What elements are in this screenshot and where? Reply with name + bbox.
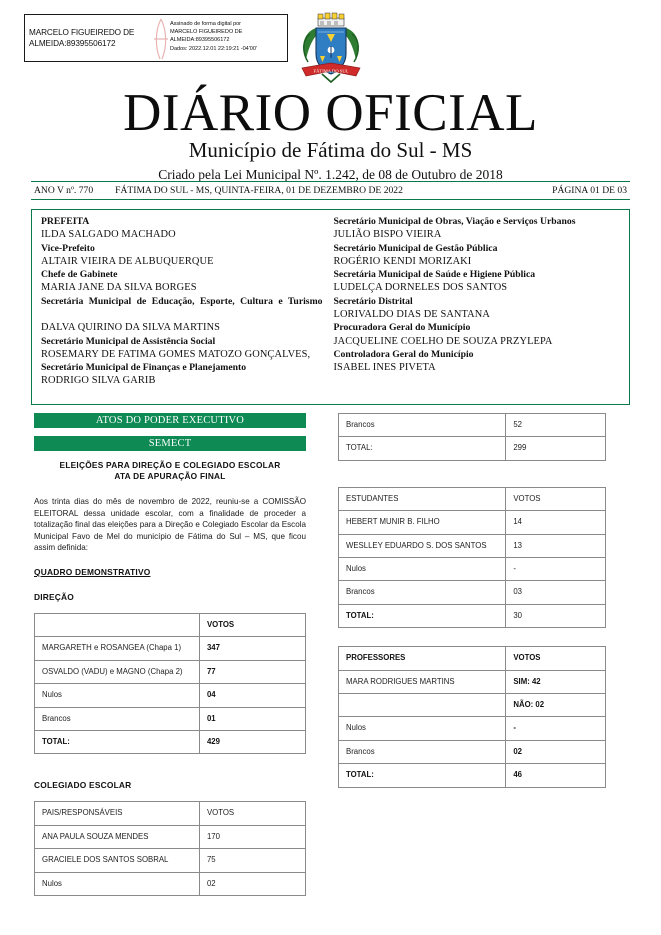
officials-column-right: [331, 215, 630, 404]
table-row: [35, 731, 306, 754]
official-name: LORIVALDO DIAS DE SANTANA: [333, 309, 490, 321]
row-value: 01: [199, 707, 305, 730]
issue-info-bar: [31, 181, 630, 200]
officials-column-left: [32, 215, 331, 404]
content-column-right: [338, 413, 606, 788]
signature-meta-line3: ALMEIDA:89395506172: [170, 37, 230, 44]
table-estudantes: [338, 487, 606, 628]
official-role: Secretária Municipal de Educação, Esporte, Cultura e Turismo: [41, 295, 323, 307]
table-row: [35, 684, 306, 707]
official-name: RODRIGO SILVA GARIB: [41, 375, 156, 387]
signature-meta-line2: MARCELO FIGUEIREDO DE: [170, 29, 243, 36]
row-value: -: [506, 558, 606, 581]
table-row: [35, 660, 306, 683]
official-role: Secretário Municipal de Finanças e Planejamento: [41, 362, 247, 374]
row-label: WESLLEY EDUARDO S. DOS SANTOS: [339, 534, 506, 557]
table-row: [339, 764, 606, 787]
signature-name-line1: MARCELO FIGUEIREDO DE: [29, 28, 135, 37]
row-value: SIM: 42: [506, 670, 606, 693]
row-value: 02: [506, 740, 606, 763]
row-value: 46: [506, 764, 606, 787]
row-label: TOTAL:: [339, 764, 506, 787]
content-column-left: [34, 413, 306, 896]
table-row: [339, 511, 606, 534]
header-cell-votos: VOTOS: [199, 613, 305, 636]
table-row: [339, 604, 606, 627]
official-role: Vice-Prefeito: [41, 242, 95, 254]
header-cell-votos: VOTOS: [199, 802, 305, 825]
row-label: ANA PAULA SOUZA MENDES: [35, 825, 200, 848]
row-value: 170: [199, 825, 305, 848]
table-row: [339, 717, 606, 740]
table-header-row: [35, 613, 306, 636]
issue-year-number: ANO V nº. 770: [34, 185, 94, 196]
quadro-demonstrativo-heading: QUADRO DEMONSTRATIVO: [34, 566, 151, 577]
official-name: JULIÃO BISPO VIEIRA: [333, 229, 442, 241]
table-row: [35, 707, 306, 730]
act-title: [34, 460, 306, 482]
direcao-heading: DIREÇÃO: [34, 591, 75, 602]
row-value: -: [506, 717, 606, 740]
row-value: 347: [199, 637, 305, 660]
row-label: Nulos: [35, 684, 200, 707]
act-title-line1: ELEIÇÕES PARA DIREÇÃO E COLEGIADO ESCOLAR: [59, 460, 281, 470]
table-row: [339, 414, 606, 437]
issue-place-date: FÁTIMA DO SUL - MS, QUINTA-FEIRA, 01 DE DEZEMBRO DE 2022: [115, 185, 403, 196]
signature-name: [25, 15, 153, 61]
row-value: 52: [506, 414, 606, 437]
row-label: Brancos: [339, 414, 506, 437]
official-name: ILDA SALGADO MACHADO: [41, 229, 176, 241]
table-row: [35, 637, 306, 660]
signature-mark-icon: [153, 15, 169, 61]
table-row: [339, 670, 606, 693]
row-value: 75: [199, 849, 305, 872]
row-label: MARGARETH e ROSANGEA (Chapa 1): [35, 637, 200, 660]
masthead-law-reference: Criado pela Lei Municipal Nº. 1.242, de 08 de Outubro de 2018: [158, 167, 503, 182]
row-value: 03: [506, 581, 606, 604]
official-name: JACQUELINE COELHO DE SOUZA PRZYLEPA: [333, 335, 553, 347]
page-title: DIÁRIO OFICIAL: [123, 84, 538, 142]
table-header-row: [35, 802, 306, 825]
table-row: [339, 534, 606, 557]
banner-atos-poder-executivo: ATOS DO PODER EXECUTIVO: [34, 413, 306, 428]
table-row: [339, 437, 606, 460]
official-role: Secretário Municipal de Assistência Social: [41, 335, 216, 347]
official-role: Secretária Municipal de Saúde e Higiene Pública: [333, 269, 536, 281]
table-direcao: [34, 613, 306, 754]
row-value: 02: [199, 872, 305, 895]
table-professores: [338, 646, 606, 787]
header-cell-votos: VOTOS: [506, 647, 606, 670]
row-value: NÃO: 02: [506, 694, 606, 717]
officials-box: [31, 209, 630, 405]
official-role: Secretário Municipal de Gestão Pública: [333, 242, 498, 254]
table-row: [339, 694, 606, 717]
table-row: [339, 740, 606, 763]
official-role: Secretário Municipal de Obras, Viação e Serviços Urbanos: [333, 216, 576, 227]
header-cell-votos: VOTOS: [506, 487, 606, 510]
table-header-row: [339, 487, 606, 510]
official-name: ROGÉRIO KENDI MORIZAKI: [333, 255, 472, 267]
official-name: DALVA QUIRINO DA SILVA MARTINS: [41, 322, 221, 334]
row-value: 429: [199, 731, 305, 754]
official-name: MARIA JANE DA SILVA BORGES: [41, 282, 197, 294]
header-cell-professores: PROFESSORES: [339, 647, 506, 670]
row-label: Brancos: [35, 707, 200, 730]
table-row: [35, 849, 306, 872]
header-cell-blank: [35, 613, 200, 636]
table-row: [35, 872, 306, 895]
masthead-subtitle: Município de Fátima do Sul - MS: [188, 138, 473, 162]
row-label: TOTAL:: [339, 437, 506, 460]
row-label: Brancos: [339, 581, 506, 604]
row-value: 04: [199, 684, 305, 707]
act-title-line2: ATA DE APURAÇÃO FINAL: [114, 471, 226, 481]
row-label: Brancos: [339, 740, 506, 763]
banner-semect: SEMECT: [34, 436, 306, 451]
official-role: PREFEITA: [41, 216, 90, 227]
colegiado-escolar-heading: COLEGIADO ESCOLAR: [34, 780, 132, 791]
table-row: [339, 581, 606, 604]
signature-metadata: [169, 15, 287, 61]
signature-meta-line4: Dados: 2022.12.01 22:19:21 -04'00': [170, 45, 257, 52]
official-role: Chefe de Gabinete: [41, 269, 118, 281]
row-value: 14: [506, 511, 606, 534]
masthead: [0, 86, 661, 184]
official-name: ROSEMARY DE FATIMA GOMES MATOZO GONÇALVES,: [41, 348, 311, 360]
header-cell-estudantes: ESTUDANTES: [339, 487, 506, 510]
official-role: Controladora Geral do Município: [333, 349, 474, 361]
row-label: TOTAL:: [35, 731, 200, 754]
header-cell-pais: PAIS/RESPONSÁVEIS: [35, 802, 200, 825]
row-label: Nulos: [339, 717, 506, 740]
row-label-empty: [339, 694, 506, 717]
official-role: Secretário Distrital: [333, 295, 413, 307]
table-pais-continued: [338, 413, 606, 461]
row-label: GRACIELE DOS SANTOS SOBRAL: [35, 849, 200, 872]
row-label: Nulos: [339, 558, 506, 581]
row-value: 13: [506, 534, 606, 557]
row-label: Nulos: [35, 872, 200, 895]
municipal-coat-of-arms-icon: [294, 12, 368, 88]
digital-signature-block: [24, 14, 288, 62]
svg-text:FÁTIMA DO SUL: FÁTIMA DO SUL: [313, 68, 348, 74]
official-name: ALTAIR VIEIRA DE ALBUQUERQUE: [41, 255, 214, 267]
table-row: [35, 825, 306, 848]
official-name: ISABEL INES PIVETA: [333, 362, 436, 374]
row-label: OSVALDO (VADU) e MAGNO (Chapa 2): [35, 660, 200, 683]
row-value: 77: [199, 660, 305, 683]
official-role: Procuradora Geral do Município: [333, 322, 471, 334]
page-indicator: PÁGINA 01 DE 03: [552, 185, 627, 196]
table-row: [339, 558, 606, 581]
row-value: 299: [506, 437, 606, 460]
table-header-row: [339, 647, 606, 670]
signature-name-line2: ALMEIDA:89395506172: [29, 39, 116, 48]
row-label: TOTAL:: [339, 604, 506, 627]
official-name: LUDELÇA DORNELES DOS SANTOS: [333, 282, 508, 294]
row-label: MARA RODRIGUES MARTINS: [339, 670, 506, 693]
table-colegiado-pais: [34, 801, 306, 896]
row-label: HEBERT MUNIR B. FILHO: [339, 511, 506, 534]
row-value: 30: [506, 604, 606, 627]
signature-meta-line1: Assinado de forma digital por: [170, 21, 241, 27]
act-paragraph: Aos trinta dias do mês de novembro de 2022, reuniu-se a COMISSÃO ELEITORAL dessa unidade escolar, com a finalidade de proceder a totalização final das eleições para a Direção e Colegiado Escolar da Escola Municipal Favo de Mel do município de Fátima do Sul – MS, que ficou assim definida:: [34, 497, 306, 553]
